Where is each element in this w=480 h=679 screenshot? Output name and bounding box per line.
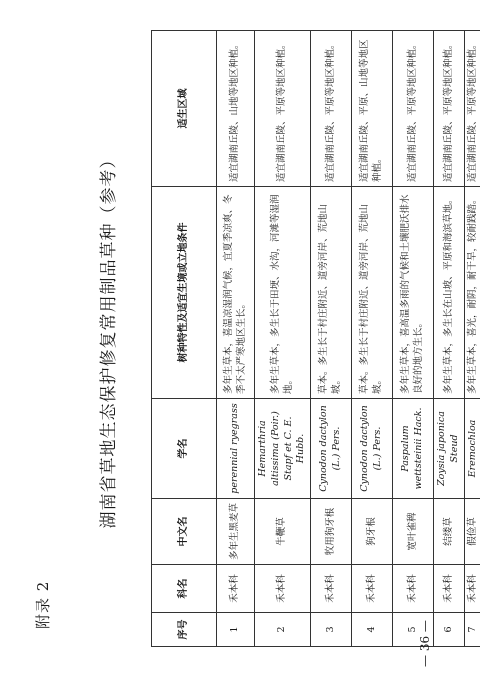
header-traits: 树种特性及适宜生境或立地条件: [152, 187, 217, 399]
cell-family: 禾本科: [393, 565, 434, 613]
cell-cn-name: 牛鞭草: [255, 499, 311, 565]
cell-region: 适宜湖南丘陵、平原等地区种植。: [434, 31, 465, 187]
cell-region: 适宜湖南丘陵、平原、山地等地区种植。: [352, 31, 393, 187]
cell-seq: 3: [311, 613, 352, 647]
appendix-label: 附录 2: [34, 580, 52, 629]
cell-cn-name: 牧用狗牙根: [311, 499, 352, 565]
cell-region: 适宜湖南丘陵、平原等地区种植。: [255, 31, 311, 187]
cell-region: 适宜湖南丘陵、山地等地区种植。: [217, 31, 255, 187]
cell-family: 禾本科: [217, 565, 255, 613]
cell-traits: 多年生草本，喜温凉湿润气候，宜夏季凉爽、冬季不太严寒地区生长。: [217, 187, 255, 399]
cell-family: 禾本科: [311, 565, 352, 613]
header-family: 科名: [152, 565, 217, 613]
cell-cn-name: 宽叶雀稗: [393, 499, 434, 565]
cell-traits: 多年生草本，喜光，耐阴，耐干旱，较耐践踏。: [464, 187, 480, 399]
cell-cn-name: 结缕草: [434, 499, 465, 565]
header-cn-name: 中文名: [152, 499, 217, 565]
header-sci-name: 学名: [152, 399, 217, 499]
cell-region: 适宜湖南丘陵、平原等地区种植。: [311, 31, 352, 187]
table-header-row: [152, 31, 217, 647]
cell-cn-name: 狗牙根: [352, 499, 393, 565]
cell-seq: 2: [255, 613, 311, 647]
cell-sci-name: Hemarthria altissima (Poir.) Stapf et C. E. Hubb.: [255, 399, 311, 499]
cell-traits: 多年生草本，多生长于田埂、水沟，河滩等湿润地。: [255, 187, 311, 399]
cell-seq: 6: [434, 613, 465, 647]
table-row: [311, 31, 352, 647]
cell-sci-name: Cynodon dactylon (L.) Pers.: [311, 399, 352, 499]
page-number: — 36 —: [418, 620, 432, 667]
cell-sci-name: Cynodon dactylon (L.) Pers.: [352, 399, 393, 499]
cell-sci-name: perennial ryegrass: [217, 399, 255, 499]
cell-cn-name: 多年生黑麦草: [217, 499, 255, 565]
cell-seq: 7: [464, 613, 480, 647]
table-row: [393, 31, 434, 647]
cell-family: 禾本科: [464, 565, 480, 613]
cell-region: 适宜湖南丘陵、平原等地区种植。: [464, 31, 480, 187]
cell-seq: 5: [393, 613, 434, 647]
cell-seq: 4: [352, 613, 393, 647]
cell-sci-name: Paspalum wettsteinii Hack.: [393, 399, 434, 499]
cell-traits: 多年生草本，喜高温多雨的气候和土壤肥沃排水良好的地方生长。: [393, 187, 434, 399]
cell-cn-name: 假俭草: [464, 499, 480, 565]
table-row: [217, 31, 255, 647]
cell-sci-name: Zoysia japonica Steud: [434, 399, 465, 499]
cell-sci-name: Eremochloa: [464, 399, 480, 499]
table-row: [352, 31, 393, 647]
cell-seq: 1: [217, 613, 255, 647]
page-title: 湖南省草地生态保护修复常用制品草种（参考）: [99, 150, 119, 529]
grass-species-table: [151, 30, 480, 647]
cell-region: 适宜湖南丘陵、平原等地区种植。: [393, 31, 434, 187]
table-row: [255, 31, 311, 647]
cell-traits: 多年生草本，多生长在山坡、平原和海滨草地。: [434, 187, 465, 399]
cell-family: 禾本科: [434, 565, 465, 613]
table-row: [434, 31, 465, 647]
header-region: 适生区域: [152, 31, 217, 187]
cell-family: 禾本科: [255, 565, 311, 613]
table-row: [464, 31, 480, 647]
header-seq: 序号: [152, 613, 217, 647]
cell-traits: 草本。多生长于村庄附近、道旁河岸、荒地山坡。: [311, 187, 352, 399]
cell-family: 禾本科: [352, 565, 393, 613]
cell-traits: 草本。多生长于村庄附近、道旁河岸、荒地山坡。: [352, 187, 393, 399]
